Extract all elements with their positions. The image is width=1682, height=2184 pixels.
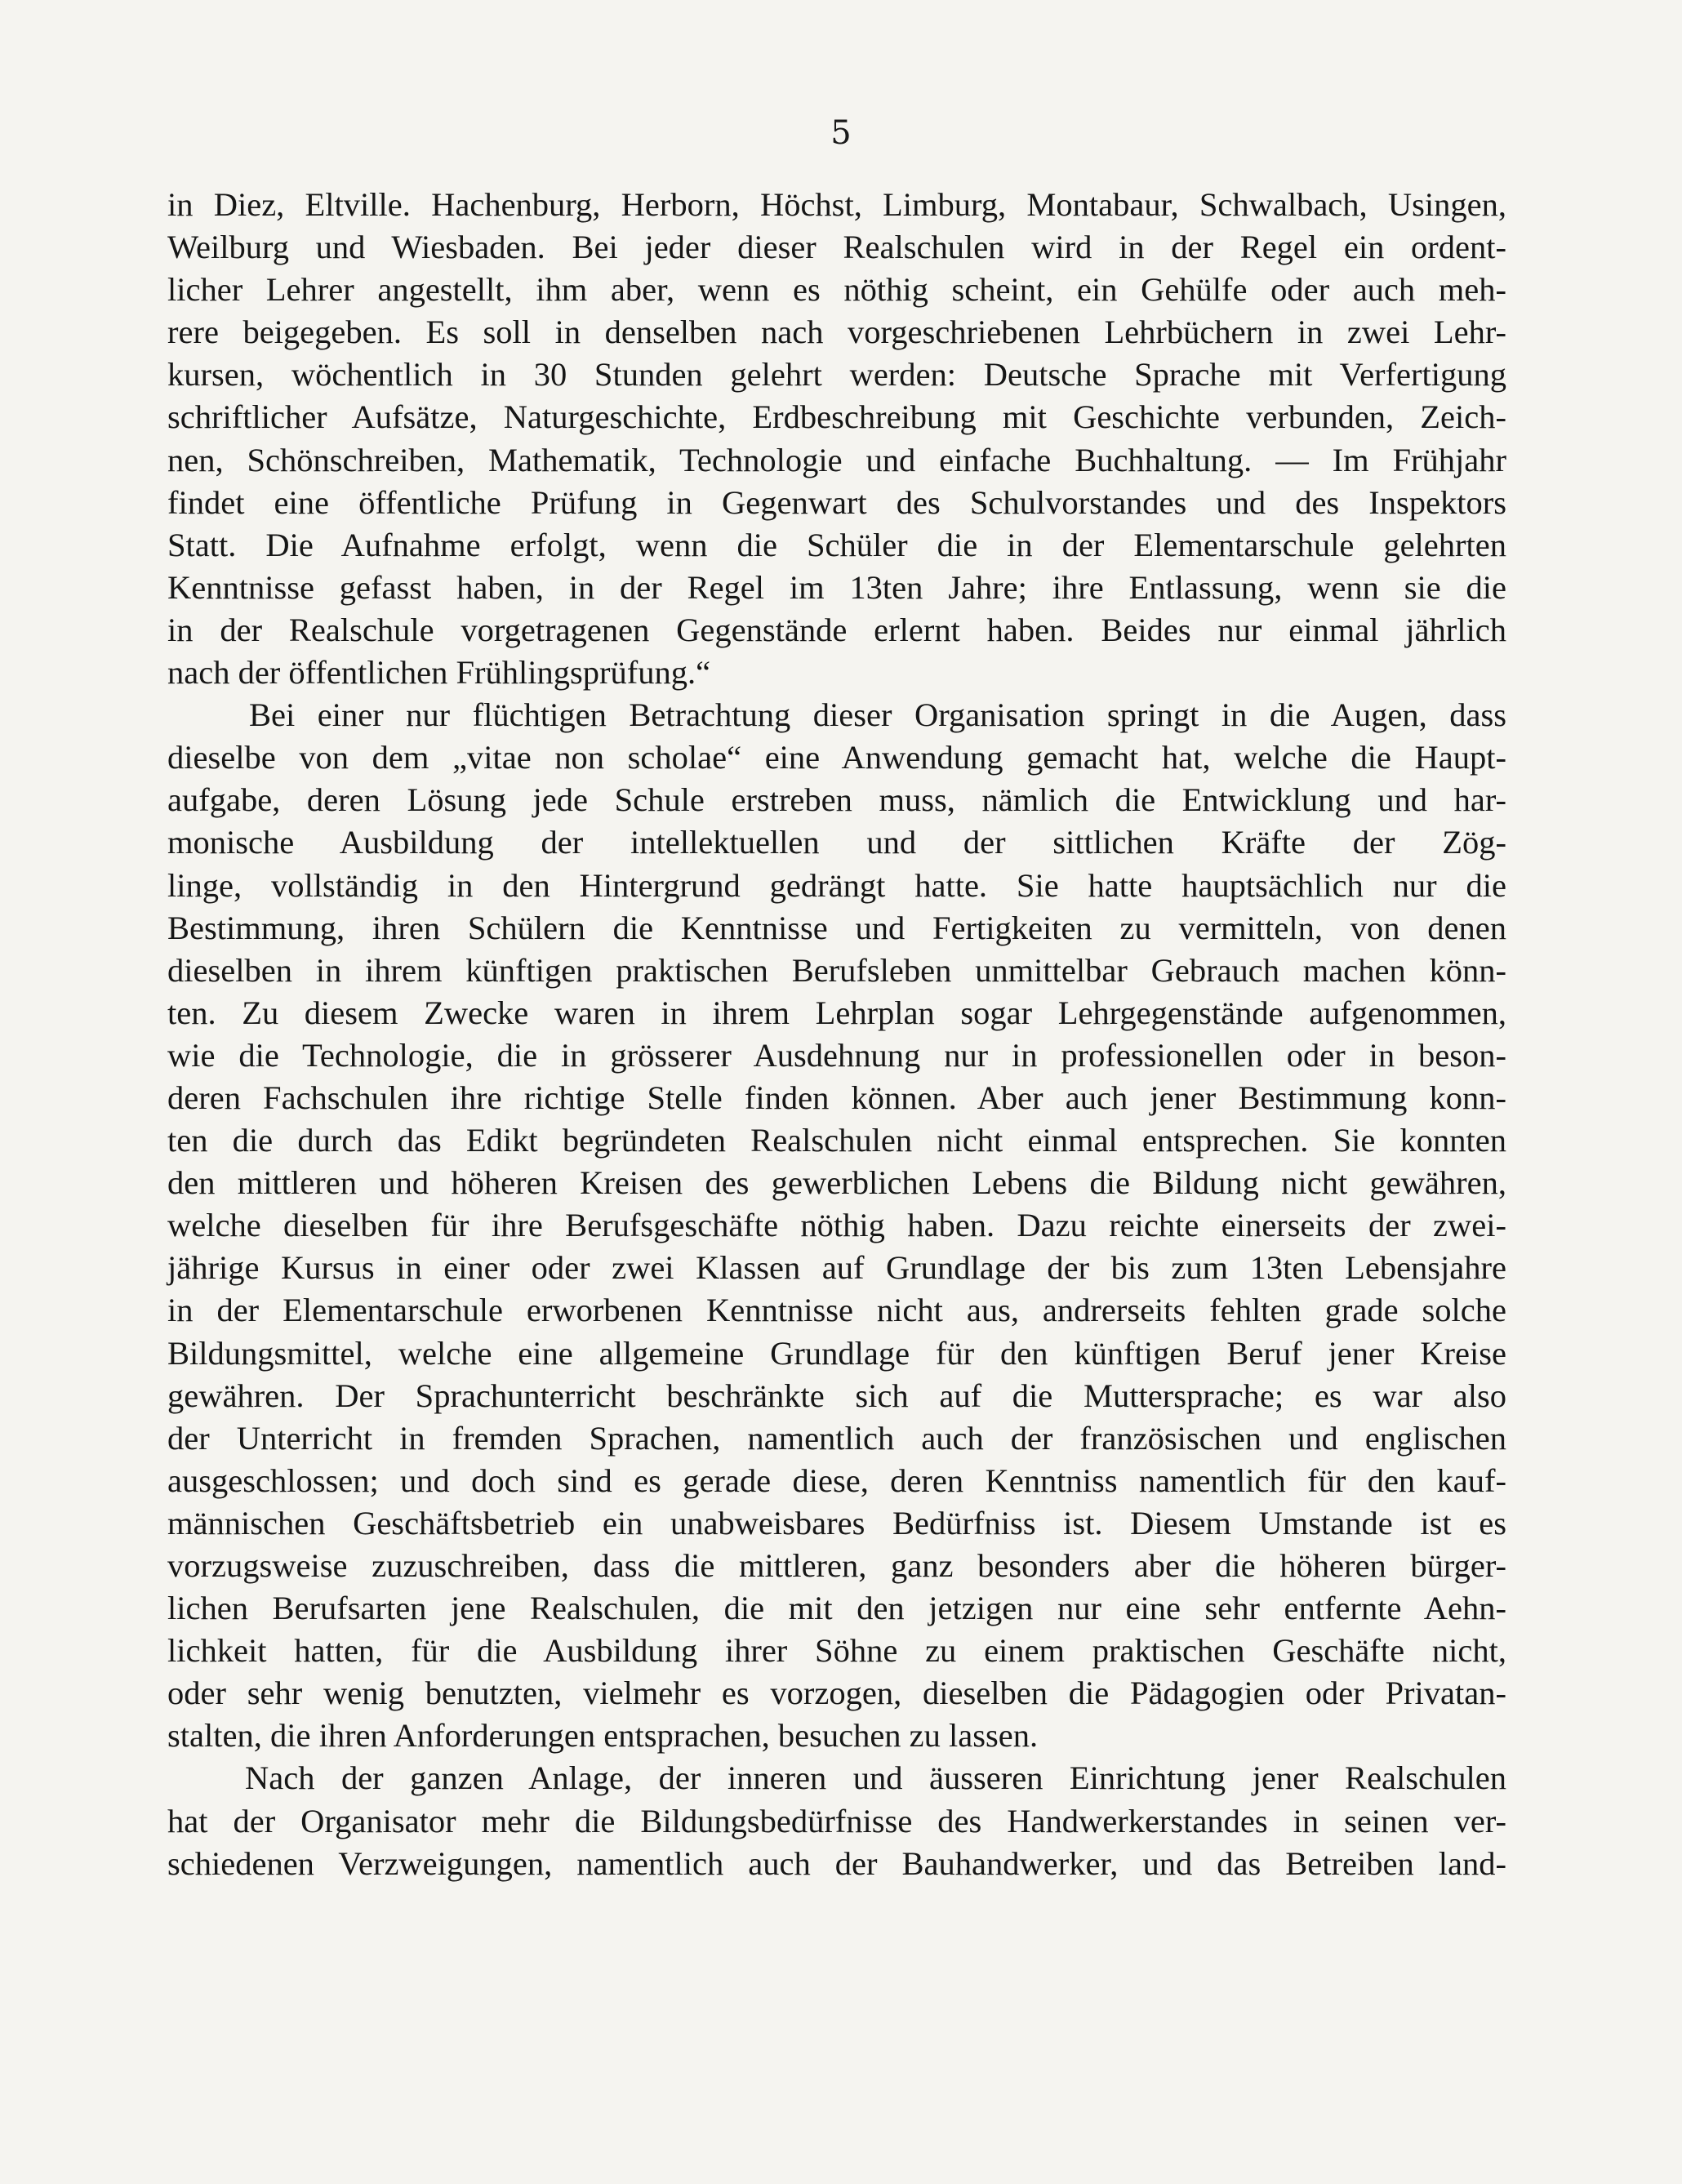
text-line: in Diez, Eltville. Hachenburg, Herborn, Höchst, Limburg, Montabaur, Schwalbach, Usingen, xyxy=(167,186,1506,223)
text-line: Weilburg und Wiesbaden. Bei jeder dieser Realschulen wird in der Regel ein ordent- xyxy=(167,229,1506,266)
text-line: wie die Technologie, die in grösserer Ausdehnung nur in professionellen oder in beson- xyxy=(167,1036,1506,1074)
text-line: monische Ausbildung der intellektuellen und der sittlichen Kräfte der Zög- xyxy=(167,824,1506,861)
text-line: vorzugsweise zuzuschreiben, dass die mittleren, ganz besonders aber die höheren bürger- xyxy=(167,1547,1506,1584)
text-line: dieselben in ihrem künftigen praktischen Berufsleben unmittelbar Gebrauch machen könn- xyxy=(167,951,1506,989)
text-line: in der Realschule vorgetragenen Gegenstände erlernt haben. Beides nur einmal jährlich xyxy=(167,611,1506,648)
text-line: rere beigegeben. Es soll in denselben nach vorgeschriebenen Lehrbüchern in zwei Lehr- xyxy=(167,314,1506,351)
text-line: Bildungsmittel, welche eine allgemeine Grundlage für den künftigen Beruf jener Kreise xyxy=(167,1334,1506,1372)
text-line: lichen Berufsarten jene Realschulen, die mit den jetzigen nur eine sehr entfernte Aehn- xyxy=(167,1590,1506,1627)
text-line: stalten, die ihren Anforderungen entsprachen, besuchen zu lassen. xyxy=(167,1717,1039,1755)
text-line: Bestimmung, ihren Schülern die Kenntnisse und Fertigkeiten zu vermitteln, von denen xyxy=(167,909,1506,946)
text-line: linge, vollständig in den Hintergrund gedrängt hatte. Sie hatte hauptsächlich nur die xyxy=(167,866,1506,904)
text-line: schiedenen Verzweigungen, namentlich auch der Bauhandwerker, und das Betreiben land- xyxy=(167,1844,1506,1882)
text-line: dieselbe von dem „vitae non scholae“ eine Anwendung gemacht hat, welche die Haupt- xyxy=(167,739,1506,776)
text-line: lichkeit hatten, für die Ausbildung ihrer Söhne zu einem praktischen Geschäfte nicht, xyxy=(167,1632,1506,1670)
text-line: gewähren. Der Sprachunterricht beschränkte sich auf die Muttersprache; es war also xyxy=(167,1377,1506,1414)
text-line: deren Fachschulen ihre richtige Stelle finden können. Aber auch jener Bestimmung konn- xyxy=(167,1079,1506,1116)
text-line: Kenntnisse gefasst haben, in der Regel im 13ten Jahre; ihre Entlassung, wenn sie die xyxy=(167,568,1506,606)
text-line: licher Lehrer angestellt, ihm aber, wenn es nöthig scheint, ein Gehülfe oder auch meh- xyxy=(167,271,1506,309)
text-line: nen, Schönschreiben, Mathematik, Technologie und einfache Buchhaltung. — Im Frühjahr xyxy=(167,441,1506,478)
text-line: welche dieselben für ihre Berufsgeschäfte nöthig haben. Dazu reichte einerseits der zwei- xyxy=(167,1207,1506,1244)
body-text xyxy=(167,184,1506,1885)
text-line: Statt. Die Aufnahme erfolgt, wenn die Schüler die in der Elementarschule gelehrten xyxy=(167,526,1506,563)
text-line: kursen, wöchentlich in 30 Stunden gelehrt werden: Deutsche Sprache mit Verfertigung xyxy=(167,356,1506,394)
text-line: schriftlicher Aufsätze, Naturgeschichte, Erdbeschreibung mit Geschichte verbunden, Zeich- xyxy=(167,398,1506,436)
text-line: nach der öffentlichen Frühlingsprüfung.“ xyxy=(167,654,711,692)
text-line: Nach der ganzen Anlage, der inneren und äusseren Einrichtung jener Realschulen xyxy=(245,1759,1506,1797)
text-line: den mittleren und höheren Kreisen des gewerblichen Lebens die Bildung nicht gewähren, xyxy=(167,1164,1506,1202)
text-line: findet eine öffentliche Prüfung in Gegenwart des Schulvorstandes und des Inspektors xyxy=(167,483,1506,521)
text-line: jährige Kursus in einer oder zwei Klassen auf Grundlage der bis zum 13ten Lebensjahre xyxy=(167,1249,1506,1287)
text-line: aufgabe, deren Lösung jede Schule erstreben muss, nämlich die Entwicklung und har- xyxy=(167,781,1506,819)
page-number: 5 xyxy=(830,114,852,152)
text-line: oder sehr wenig benutzten, vielmehr es vorzogen, dieselben die Pädagogien oder Privatan- xyxy=(167,1675,1506,1712)
text-line: männischen Geschäftsbetrieb ein unabweisbares Bedürfniss ist. Diesem Umstande ist es xyxy=(167,1504,1506,1541)
text-line: ten. Zu diesem Zwecke waren in ihrem Lehrplan sogar Lehrgegenstände aufgenommen, xyxy=(167,994,1506,1031)
text-line: ten die durch das Edikt begründeten Realschulen nicht einmal entsprechen. Sie konnten xyxy=(167,1122,1506,1159)
text-line: der Unterricht in fremden Sprachen, namentlich auch der französischen und englischen xyxy=(167,1419,1506,1457)
text-line: hat der Organisator mehr die Bildungsbedürfnisse des Handwerkerstandes in seinen ver- xyxy=(167,1802,1506,1839)
text-line: in der Elementarschule erworbenen Kenntnisse nicht aus, andrerseits fehlten grade solche xyxy=(167,1292,1506,1329)
text-line: Bei einer nur flüchtigen Betrachtung dieser Organisation springt in die Augen, dass xyxy=(249,696,1506,734)
text-line: ausgeschlossen; und doch sind es gerade diese, deren Kenntniss namentlich für den kauf- xyxy=(167,1461,1506,1499)
